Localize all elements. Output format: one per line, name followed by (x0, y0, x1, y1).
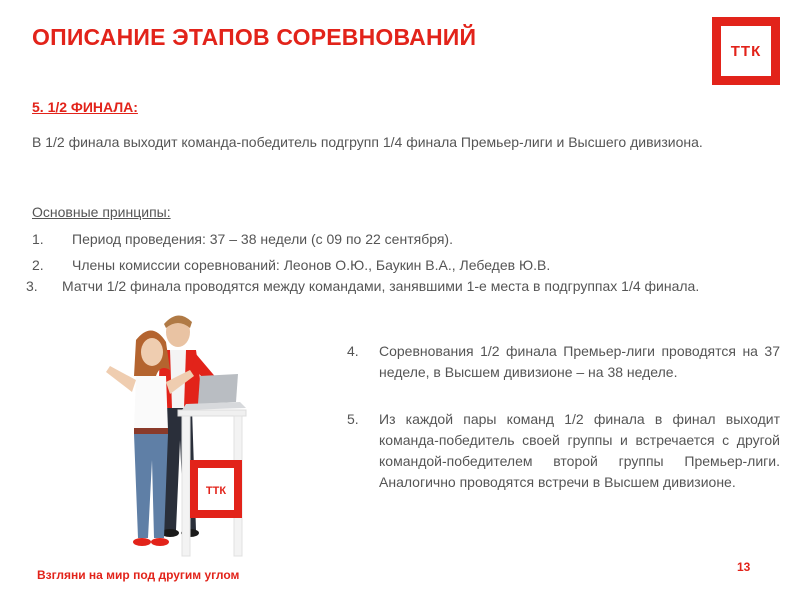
logo-text: ТТК (730, 42, 762, 60)
footer-slogan: Взгляни на мир под другим углом (37, 568, 240, 582)
list-item-text: Члены комиссии соревнований: Леонов О.Ю., Баукин В.А., Лебедев Ю.В. (72, 257, 551, 273)
list-item-text: Соревнования 1/2 финала Премьер-лиги проводятся на 37 неделе, в Высшем дивизионе – на 38 неделе. (379, 343, 780, 380)
list-item-number: 4. (347, 343, 359, 359)
list-item (347, 341, 780, 383)
list-item-text: Период проведения: 37 – 38 недели (с 09 по 22 сентября). (72, 231, 453, 247)
people-with-laptop-photo (100, 310, 325, 565)
list-item-number: 5. (347, 411, 359, 427)
ttk-logo (712, 17, 780, 85)
principles-heading: Основные принципы: (32, 204, 171, 220)
list-item-number: 3. (26, 278, 38, 294)
list-item-text: Матчи 1/2 финала проводятся между командами, занявшими 1-е места в подгруппах 1/4 финала. (62, 278, 700, 294)
page-title: ОПИСАНИЕ ЭТАПОВ СОРЕВНОВАНИЙ (32, 24, 477, 50)
list-item-number: 1. (32, 231, 44, 247)
list-item (347, 409, 780, 493)
stand-logo-text: ТТК (205, 485, 227, 497)
stand (178, 410, 246, 556)
list-item-text: Из каждой пары команд 1/2 финала в финал выходит команда-победитель своей группы и встречается с другой командой-победителем второй группы Премьер-лиги. Аналогично проводятся встречи в Высшем дивизионе. (379, 411, 780, 490)
intro-paragraph: В 1/2 финала выходит команда-победитель подгрупп 1/4 финала Премьер-лиги и Высшего дивизиона. (32, 134, 703, 150)
section-heading: 5. 1/2 ФИНАЛА: (32, 99, 138, 115)
list-item-number: 2. (32, 257, 44, 273)
page-number: 13 (737, 560, 751, 574)
